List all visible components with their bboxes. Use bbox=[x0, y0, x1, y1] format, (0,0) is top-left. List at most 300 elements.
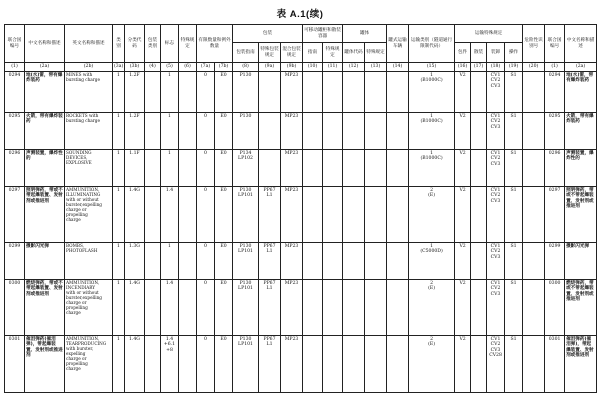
header-ts-loading: 装卸 bbox=[487, 43, 505, 63]
cell-ti bbox=[303, 113, 323, 150]
cell-line: charge or bbox=[66, 206, 87, 212]
cell-zh: 照明弹药，带或不带起爆装置、发射剂或推进剂 bbox=[25, 187, 65, 243]
cell-line: 1 bbox=[430, 244, 434, 249]
cell-line: AMMUNITION, bbox=[66, 336, 100, 341]
cell-tcat bbox=[409, 280, 455, 336]
cell-eq: E0 bbox=[215, 187, 233, 243]
cell-ps bbox=[259, 113, 281, 150]
cell-pk: V2 bbox=[455, 243, 471, 280]
cell-line: burster,expelling bbox=[66, 294, 102, 300]
cell-ts2 bbox=[365, 72, 387, 113]
column-number: (1) bbox=[545, 63, 565, 72]
cell-line: propelling bbox=[66, 211, 88, 217]
cell-sp bbox=[179, 243, 197, 280]
cell-lq: 0 bbox=[197, 280, 215, 336]
cell-un2: 0297 bbox=[545, 187, 565, 243]
cell-code: 1.2F bbox=[125, 72, 145, 113]
cell-label: 1 bbox=[161, 243, 179, 280]
cell-zh2: 火箭，带有爆炸装药 bbox=[565, 113, 597, 150]
cell-line: (B1000C) bbox=[420, 156, 443, 162]
cell-ts2 bbox=[365, 187, 387, 243]
cell-line: CV1 bbox=[490, 188, 501, 193]
cell-line: AMMUNITION, bbox=[66, 280, 100, 285]
column-number: (10) bbox=[303, 63, 323, 72]
cell-line: propelling bbox=[66, 304, 88, 310]
column-number: (7a) bbox=[197, 63, 215, 72]
header-limited-quantities: 有限数量和例外数量 bbox=[197, 25, 233, 63]
cell-un: 0301 bbox=[5, 336, 25, 393]
header-packing-special: 特殊包装规定 bbox=[259, 43, 281, 63]
column-number: (9b) bbox=[281, 63, 303, 72]
cell-line: CV2 bbox=[490, 119, 501, 125]
cell-line: with or without bbox=[66, 196, 99, 202]
cell-un2: 0295 bbox=[545, 113, 565, 150]
cell-line: (C5000D) bbox=[420, 249, 443, 255]
cell-tcat bbox=[409, 336, 455, 393]
cell-en bbox=[65, 243, 113, 280]
cell-zh: 燃烧弹药，带或不带起爆装置、发射剂或推进剂 bbox=[25, 280, 65, 336]
cell-load bbox=[487, 113, 505, 150]
cell-line: charge or bbox=[66, 355, 87, 361]
cell-cls: 1 bbox=[113, 243, 125, 280]
cell-line: CV3 bbox=[490, 347, 501, 353]
cell-vt bbox=[387, 187, 409, 243]
table-row bbox=[5, 336, 597, 393]
table-row bbox=[5, 187, 597, 243]
cell-line: with or without bbox=[66, 289, 99, 295]
cell-line: CV3 bbox=[490, 161, 501, 167]
cell-line: 1.4 bbox=[165, 337, 174, 342]
header-tank-group: 罐体 bbox=[343, 25, 387, 43]
header-un-no-right: 联合国编号 bbox=[545, 25, 565, 63]
cell-haz bbox=[523, 72, 545, 113]
cell-zh: 地(水)雷，带有爆炸装药 bbox=[25, 72, 65, 113]
header-hazard-id: 危险性识别号 bbox=[523, 25, 545, 63]
cell-tcat bbox=[409, 72, 455, 113]
header-tank-special: 特殊规定 bbox=[323, 43, 343, 63]
cell-lq: 0 bbox=[197, 187, 215, 243]
cell-cls: 1 bbox=[113, 187, 125, 243]
cell-bulk bbox=[471, 150, 487, 187]
cell-line: 2 bbox=[430, 281, 434, 286]
cell-line: 1 bbox=[430, 114, 434, 119]
cell-lq: 0 bbox=[197, 243, 215, 280]
cell-bulk bbox=[471, 187, 487, 243]
column-number: (3b) bbox=[125, 63, 145, 72]
cell-ps bbox=[259, 72, 281, 113]
cell-load bbox=[487, 280, 505, 336]
column-number: (17) bbox=[471, 63, 487, 72]
cell-tcat bbox=[409, 243, 455, 280]
cell-ts2 bbox=[365, 336, 387, 393]
cell-ps: PP67 L1 bbox=[259, 243, 281, 280]
cell-bulk bbox=[471, 243, 487, 280]
cell-sp bbox=[179, 150, 197, 187]
header-en-name: 英文名称和描述 bbox=[65, 25, 113, 63]
cell-line: bursting charge bbox=[66, 117, 100, 123]
cell-ps: PP67 L1 bbox=[259, 280, 281, 336]
cell-tc bbox=[343, 187, 365, 243]
cell-lq: 0 bbox=[197, 150, 215, 187]
cell-ts bbox=[323, 150, 343, 187]
cell-line: CV2 bbox=[490, 249, 501, 255]
column-number: (1) bbox=[5, 63, 25, 72]
cell-line: propelling bbox=[66, 360, 88, 366]
cell-vt bbox=[387, 72, 409, 113]
cell-tc bbox=[343, 280, 365, 336]
cell-haz bbox=[523, 150, 545, 187]
cell-line: CV28 bbox=[489, 353, 502, 359]
cell-zh: 声测装置，爆炸性的 bbox=[25, 150, 65, 187]
cell-en bbox=[65, 336, 113, 393]
header-class: 类别 bbox=[113, 25, 125, 63]
header-packaging-group: 包装 bbox=[233, 25, 303, 43]
cell-op: S1 bbox=[505, 72, 523, 113]
header-zh-name-right: 中文名称和描述 bbox=[565, 25, 597, 63]
cell-pi: P130 LP101 bbox=[233, 336, 259, 393]
cell-line: (B1000C) bbox=[420, 78, 443, 84]
cell-un2: 0294 bbox=[545, 72, 565, 113]
cell-line: CV2 bbox=[490, 342, 501, 348]
cell-line: charge bbox=[66, 365, 81, 371]
header-transport-special-group: 运输特殊规定 bbox=[455, 25, 523, 43]
header-tank-special2: 特殊规定 bbox=[365, 43, 387, 63]
cell-pi: P130 bbox=[233, 72, 259, 113]
cell-line: CV2 bbox=[490, 156, 501, 162]
header-un-no: 联合国编号 bbox=[5, 25, 25, 63]
cell-un2: 0301 bbox=[545, 336, 565, 393]
cell-pk: V2 bbox=[455, 113, 471, 150]
cell-zh2: 地(水)雷，带有爆炸装药 bbox=[565, 72, 597, 113]
cell-un2: 0299 bbox=[545, 243, 565, 280]
cell-line: (B1000C) bbox=[420, 119, 443, 125]
cell-line: TEARPRODUCING bbox=[66, 340, 107, 346]
cell-lq: 0 bbox=[197, 336, 215, 393]
column-number: (4) bbox=[145, 63, 161, 72]
cell-label: 1 bbox=[161, 150, 179, 187]
cell-tcat bbox=[409, 187, 455, 243]
cell-tc bbox=[343, 336, 365, 393]
header-mixed-packing: 混合包装规定 bbox=[281, 43, 303, 63]
cell-op: S1 bbox=[505, 336, 523, 393]
cell-line: charge bbox=[66, 216, 81, 222]
cell-zh2: 催泪弹药(催泪弹)，带起爆装置、发射剂或推进剂 bbox=[565, 336, 597, 393]
cell-pk: V2 bbox=[455, 187, 471, 243]
cell-un2: 0300 bbox=[545, 280, 565, 336]
cell-zh2: 燃烧弹药，带或不带起爆装置、发射剂或推进剂 bbox=[565, 280, 597, 336]
cell-vt bbox=[387, 150, 409, 187]
cell-mp: MP23 bbox=[281, 113, 303, 150]
cell-label: 1 bbox=[161, 113, 179, 150]
column-number-row bbox=[5, 63, 597, 72]
cell-bulk bbox=[471, 113, 487, 150]
cell-ts2 bbox=[365, 280, 387, 336]
cell-line: CV2 bbox=[490, 286, 501, 292]
cell-eq: E0 bbox=[215, 72, 233, 113]
cell-op: S1 bbox=[505, 113, 523, 150]
column-number: (13) bbox=[365, 63, 387, 72]
cell-sp bbox=[179, 187, 197, 243]
cell-un2: 0296 bbox=[545, 150, 565, 187]
table-title: 表 A.1(续) bbox=[276, 9, 324, 20]
cell-cls: 1 bbox=[113, 72, 125, 113]
cell-eq: E0 bbox=[215, 243, 233, 280]
header-class-code: 分类代码 bbox=[125, 25, 145, 63]
column-number: (16) bbox=[455, 63, 471, 72]
cell-un: 0294 bbox=[5, 72, 25, 113]
cell-haz bbox=[523, 336, 545, 393]
cell-vt bbox=[387, 113, 409, 150]
cell-line: CV3 bbox=[490, 291, 501, 297]
cell-ts bbox=[323, 243, 343, 280]
cell-line: (E) bbox=[428, 342, 436, 348]
cell-ps bbox=[259, 150, 281, 187]
cell-line: 1 bbox=[430, 151, 434, 156]
cell-pi: P130 bbox=[233, 113, 259, 150]
column-number: (15) bbox=[409, 63, 455, 72]
column-number: (6) bbox=[179, 63, 197, 72]
cell-line: +8 bbox=[166, 347, 173, 353]
cell-line: DEVICES, bbox=[66, 154, 88, 160]
header-ts-packages: 包件 bbox=[455, 43, 471, 63]
cell-en bbox=[65, 113, 113, 150]
cell-line: expelling bbox=[66, 350, 86, 356]
cell-ts bbox=[323, 72, 343, 113]
cell-line: charge or bbox=[66, 299, 87, 305]
cell-zh2: 照明弹药，带或不带起爆装置、发射剂或推进剂 bbox=[565, 187, 597, 243]
cell-op: S1 bbox=[505, 280, 523, 336]
cell-pg bbox=[145, 72, 161, 113]
cell-lq: 0 bbox=[197, 72, 215, 113]
cell-line: ILLUMINATING bbox=[66, 191, 101, 197]
cell-sp bbox=[179, 336, 197, 393]
cell-tc bbox=[343, 113, 365, 150]
header-packing-instructions: 包装指南 bbox=[233, 43, 259, 63]
cell-code: 1.2F bbox=[125, 113, 145, 150]
cell-cls: 1 bbox=[113, 280, 125, 336]
cell-en bbox=[65, 72, 113, 113]
cell-pg bbox=[145, 150, 161, 187]
cell-ti bbox=[303, 243, 323, 280]
cell-line: bursting charge bbox=[66, 76, 100, 82]
cell-ts bbox=[323, 113, 343, 150]
cell-pi: P130 LP101 bbox=[233, 280, 259, 336]
header-ts-operation: 操作 bbox=[505, 43, 523, 63]
cell-line: (E) bbox=[428, 193, 436, 199]
cell-pg bbox=[145, 336, 161, 393]
cell-en bbox=[65, 280, 113, 336]
cell-op: S1 bbox=[505, 187, 523, 243]
cell-ti bbox=[303, 187, 323, 243]
cell-op: S1 bbox=[505, 243, 523, 280]
cell-code: 1.1F bbox=[125, 150, 145, 187]
cell-en bbox=[65, 187, 113, 243]
cell-zh2: 声测装置，爆炸性的 bbox=[565, 150, 597, 187]
column-number: (2a) bbox=[25, 63, 65, 72]
cell-tcat bbox=[409, 150, 455, 187]
cell-ti bbox=[303, 280, 323, 336]
column-number: (8) bbox=[233, 63, 259, 72]
column-number: (2a) bbox=[565, 63, 597, 72]
cell-vt bbox=[387, 243, 409, 280]
cell-ts bbox=[323, 187, 343, 243]
header-tank-instructions: 指南 bbox=[303, 43, 323, 63]
column-number: (9a) bbox=[259, 63, 281, 72]
column-number: (5) bbox=[161, 63, 179, 72]
cell-line: CV3 bbox=[490, 124, 501, 130]
header-tank-code: 罐体代码 bbox=[343, 43, 365, 63]
cell-line: BOMBS, bbox=[66, 243, 85, 248]
cell-line: INCENDIARY bbox=[66, 284, 96, 290]
cell-load bbox=[487, 72, 505, 113]
column-number: (14) bbox=[387, 63, 409, 72]
cell-eq: E0 bbox=[215, 113, 233, 150]
cell-load bbox=[487, 336, 505, 393]
cell-vt bbox=[387, 336, 409, 393]
cell-cls: 1 bbox=[113, 336, 125, 393]
cell-pk: V2 bbox=[455, 150, 471, 187]
cell-bulk bbox=[471, 336, 487, 393]
cell-line: CV2 bbox=[490, 193, 501, 199]
cell-line: CV3 bbox=[490, 83, 501, 89]
cell-mp: MP23 bbox=[281, 243, 303, 280]
cell-line: 2 bbox=[430, 188, 434, 193]
column-number: (19) bbox=[505, 63, 523, 72]
cell-tc bbox=[343, 243, 365, 280]
cell-line: charge bbox=[66, 309, 81, 315]
cell-en bbox=[65, 150, 113, 187]
column-number: (7b) bbox=[215, 63, 233, 72]
cell-line: MINES with bbox=[66, 72, 93, 77]
cell-code: 1.4G bbox=[125, 187, 145, 243]
cell-label bbox=[161, 336, 179, 393]
cell-pg bbox=[145, 280, 161, 336]
header-portable-tank-group: 可移动罐柜和散装容器 bbox=[303, 25, 343, 43]
table-row bbox=[5, 72, 597, 113]
header-transport-category: 运输类别（隧道通行限制代码） bbox=[409, 25, 455, 63]
cell-line: 1 bbox=[430, 73, 434, 78]
cell-line: CV2 bbox=[490, 78, 501, 84]
table-row bbox=[5, 243, 597, 280]
column-number: (18) bbox=[487, 63, 505, 72]
cell-load bbox=[487, 243, 505, 280]
cell-mp: MP23 bbox=[281, 150, 303, 187]
cell-code: 1.4G bbox=[125, 336, 145, 393]
header-vehicle-tank: 罐式运输车辆 bbox=[387, 25, 409, 63]
cell-mp: MP23 bbox=[281, 336, 303, 393]
cell-bulk bbox=[471, 280, 487, 336]
cell-pg bbox=[145, 187, 161, 243]
dangerous-goods-table bbox=[4, 24, 597, 393]
cell-line: CV1 bbox=[490, 244, 501, 249]
cell-haz bbox=[523, 187, 545, 243]
cell-line: burster,expelling bbox=[66, 201, 102, 207]
cell-un: 0297 bbox=[5, 187, 25, 243]
cell-line: CV1 bbox=[490, 73, 501, 78]
cell-ps: PP67 L1 bbox=[259, 187, 281, 243]
cell-line: ROCKETS with bbox=[66, 113, 99, 118]
column-number: (20) bbox=[523, 63, 545, 72]
cell-line: AMMUNITION, bbox=[66, 187, 100, 192]
cell-ti bbox=[303, 72, 323, 113]
cell-line: with burster, bbox=[66, 345, 94, 351]
cell-tc bbox=[343, 72, 365, 113]
column-number: (2b) bbox=[65, 63, 113, 72]
cell-zh: 摄影闪光弹 bbox=[25, 243, 65, 280]
cell-un: 0300 bbox=[5, 280, 25, 336]
cell-haz bbox=[523, 280, 545, 336]
cell-sp bbox=[179, 72, 197, 113]
cell-ts2 bbox=[365, 113, 387, 150]
cell-cls: 1 bbox=[113, 150, 125, 187]
cell-pg bbox=[145, 113, 161, 150]
cell-label: 1.4 bbox=[161, 187, 179, 243]
cell-ts bbox=[323, 336, 343, 393]
cell-haz bbox=[523, 113, 545, 150]
cell-haz bbox=[523, 243, 545, 280]
cell-cls: 1 bbox=[113, 113, 125, 150]
header-ts-bulk: 散装 bbox=[471, 43, 487, 63]
table-row bbox=[5, 150, 597, 187]
cell-load bbox=[487, 150, 505, 187]
cell-ts2 bbox=[365, 150, 387, 187]
cell-code: 1.3G bbox=[125, 243, 145, 280]
cell-line: CV1 bbox=[490, 114, 501, 119]
header-labels: 标志 bbox=[161, 25, 179, 63]
cell-eq: E0 bbox=[215, 336, 233, 393]
cell-ts2 bbox=[365, 243, 387, 280]
column-number: (11) bbox=[323, 63, 343, 72]
cell-pi: P134 LP102 bbox=[233, 150, 259, 187]
cell-sp bbox=[179, 280, 197, 336]
cell-mp: MP23 bbox=[281, 72, 303, 113]
cell-line: EXPLOSIVE bbox=[66, 159, 92, 165]
column-number: (3a) bbox=[113, 63, 125, 72]
cell-un: 0295 bbox=[5, 113, 25, 150]
cell-label: 1 bbox=[161, 72, 179, 113]
cell-lq: 0 bbox=[197, 113, 215, 150]
header-special-provisions: 特殊规定 bbox=[179, 25, 197, 63]
table-row bbox=[5, 280, 597, 336]
cell-line: CV1 bbox=[490, 337, 501, 342]
cell-line: PHOTOFLASH bbox=[66, 247, 98, 253]
cell-mp: MP23 bbox=[281, 280, 303, 336]
table-body bbox=[5, 72, 597, 393]
cell-pk: V2 bbox=[455, 280, 471, 336]
cell-pk: V2 bbox=[455, 72, 471, 113]
cell-line: 2 bbox=[430, 337, 434, 342]
cell-un: 0296 bbox=[5, 150, 25, 187]
cell-eq: E0 bbox=[215, 280, 233, 336]
cell-zh2: 摄影闪光弹 bbox=[565, 243, 597, 280]
cell-ti bbox=[303, 150, 323, 187]
cell-pi: P130 LP101 bbox=[233, 243, 259, 280]
cell-pi: P130 LP101 bbox=[233, 187, 259, 243]
cell-eq: E0 bbox=[215, 150, 233, 187]
cell-line: CV1 bbox=[490, 281, 501, 286]
cell-line: CV3 bbox=[490, 254, 501, 260]
cell-ts bbox=[323, 280, 343, 336]
cell-line: (E) bbox=[428, 286, 436, 292]
cell-sp bbox=[179, 113, 197, 150]
cell-line: CV3 bbox=[490, 198, 501, 204]
cell-tcat bbox=[409, 113, 455, 150]
cell-tc bbox=[343, 150, 365, 187]
cell-line: CV1 bbox=[490, 151, 501, 156]
cell-vt bbox=[387, 280, 409, 336]
cell-ps: PP67 L1 bbox=[259, 336, 281, 393]
cell-bulk bbox=[471, 72, 487, 113]
